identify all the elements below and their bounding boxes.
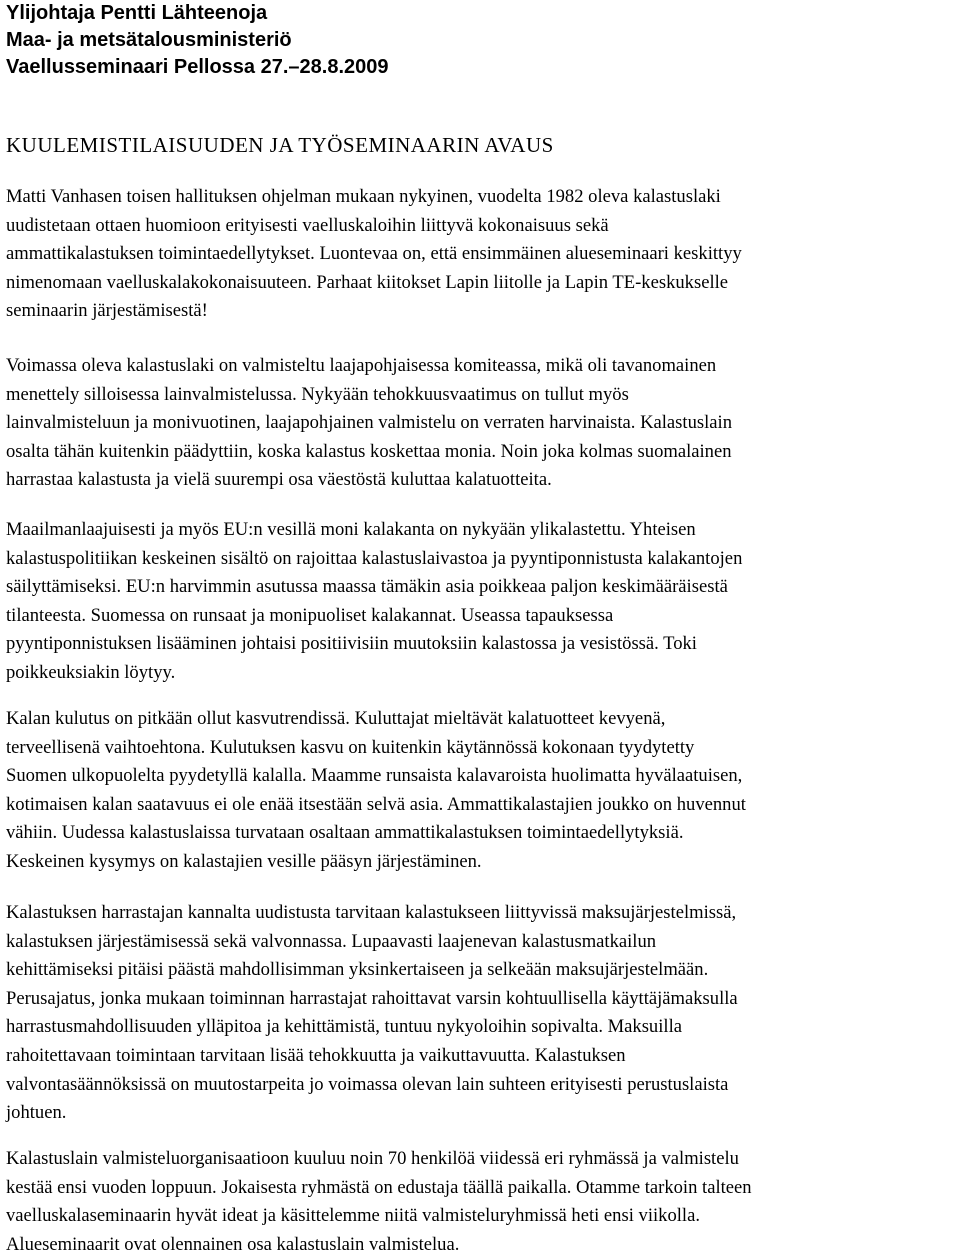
text-line: osalta tähän kuitenkin päädyttiin, koska kalastus koskettaa monia. Noin joka kolmas suomalainen xyxy=(6,440,732,462)
text-line: menettely silloisessa lainvalmistelussa. Nykyään tehokkuusvaatimus on tullut myös xyxy=(6,383,629,405)
text-line: Maailmanlaajuisesti ja myös EU:n vesillä moni kalakanta on nykyään ylikalastettu. Yhteisen xyxy=(6,519,696,540)
text-line: Kalan kulutus on pitkään ollut kasvutrendissä. Kuluttajat mieltävät kalatuotteet kevyenä, xyxy=(6,708,666,729)
text-line: nimenomaan vaelluskalakokonaisuuteen. Parhaat kiitokset Lapin liitolle ja Lapin TE-keskukselle xyxy=(6,271,729,293)
author-line: Ylijohtaja Pentti Lähteenoja xyxy=(6,2,268,24)
document-title: KUULEMISTILAISUUDEN JA TYÖSEMINAARIN AVAUS xyxy=(6,133,554,157)
text-line: vähiin. Uudessa kalastuslaissa turvataan osaltaan ammattikalastuksen toimintaedellytyksiä. xyxy=(6,822,684,844)
text-line: rahoitettavaan toimintaan tarvitaan lisää tehokkuutta ja vaikuttavuutta. Kalastuksen xyxy=(6,1044,626,1066)
text-line: seminaarin järjestämisestä! xyxy=(6,300,208,322)
paragraph-6 xyxy=(6,1145,956,1259)
text-line: terveellisenä vaihtoehtona. Kulutuksen kasvu on kuitenkin käytännössä kokonaan tyydytetty xyxy=(6,736,695,758)
text-line: Suomen ulkopuolelta pyydetyllä kalalla. Maamme runsaista kalavaroista huolimatta hyvälaatuisen, xyxy=(6,765,743,787)
text-line: Perusajatus, jonka mukaan toiminnan harrastajat rahoittavat varsin kohtuullisella käyttäjämaksulla xyxy=(6,987,738,1009)
text-line: Kalastuksen harrastajan kannalta uudistusta tarvitaan kalastukseen liittyvissä maksujärjestelmissä, xyxy=(6,902,737,923)
event-line: Vaellusseminaari Pellossa 27.–28.8.2009 xyxy=(6,56,389,78)
text-line: kehittämiseksi pitäisi päästä mahdollisimman yksinkertaiseen ja selkeään maksujärjestelmään. xyxy=(6,959,709,981)
text-line: tilanteesta. Suomessa on runsaat ja monipuoliset kalakannat. Useassa tapauksessa xyxy=(6,604,614,626)
text-line: ammattikalastuksen toimintaedellytykset. Luontevaa on, että ensimmäinen alueseminaari keskittyy xyxy=(6,243,742,265)
text-line: harrastaa kalastusta ja vielä suurempi osa väestöstä kuluttaa kalatuotteita. xyxy=(6,469,552,491)
text-line: vaelluskalaseminaarin hyvät ideat ja käsittelemme niitä valmisteluryhmissä heti ensi viikolla. xyxy=(6,1205,700,1227)
text-line: Keskeinen kysymys on kalastajien vesille pääsyn järjestäminen. xyxy=(6,850,482,872)
text-line: johtuen. xyxy=(6,1102,67,1124)
paragraph-2 xyxy=(6,352,956,495)
text-line: kalastuksen järjestämisessä sekä valvonnassa. Lupaavasti laajenevan kalastusmatkailun xyxy=(6,930,657,952)
ministry-line: Maa- ja metsätalousministeriö xyxy=(6,29,292,51)
text-line: pyyntiponnistuksen lisääminen johtaisi positiivisiin muutoksiin kalastossa ja vesistössä. Toki xyxy=(6,633,697,655)
text-line: uudistetaan ottaen huomioon erityisesti vaelluskaloihin liittyvä kokonaisuus sekä xyxy=(6,214,609,236)
text-line: lainvalmisteluun ja monivuotinen, laajapohjainen valmistelu on verraten harvinaista. Kalastuslain xyxy=(6,412,732,434)
text-line: Voimassa oleva kalastuslaki on valmisteltu laajapohjaisessa komiteassa, mikä oli tavanomainen xyxy=(6,355,717,376)
text-line: Alueseminaarit ovat olennainen osa kalastuslain valmistelua. xyxy=(6,1233,460,1255)
paragraph-3 xyxy=(6,516,956,688)
text-line: harrastusmahdollisuuden ylläpitoa ja kehittämistä, tuntuu nykyoloihin sopivalta. Maksuilla xyxy=(6,1016,682,1038)
text-line: poikkeuksiakin löytyy. xyxy=(6,661,176,683)
paragraph-4 xyxy=(6,705,956,877)
paragraph-1 xyxy=(6,183,956,326)
text-line: kestää ensi vuoden loppuun. Jokaisesta ryhmästä on edustaja täällä paikalla. Otamme tarkoin talteen xyxy=(6,1176,752,1198)
text-line: kotimaisen kalan saatavuus ei ole enää itsestään selvä asia. Ammattikalastajien joukko on huvennut xyxy=(6,793,746,815)
text-line: Matti Vanhasen toisen hallituksen ohjelman mukaan nykyinen, vuodelta 1982 oleva kalastuslaki xyxy=(6,186,721,207)
paragraph-5 xyxy=(6,899,956,1128)
text-line: valvontasäännöksissä on muutostarpeita jo voimassa olevan lain suhteen erityisesti perustuslaista xyxy=(6,1073,729,1095)
document-header xyxy=(6,0,389,81)
text-line: Kalastuslain valmisteluorganisaatioon kuuluu noin 70 henkilöä viidessä eri ryhmässä ja valmistelu xyxy=(6,1148,739,1169)
text-line: säilyttämiseksi. EU:n harvimmin asutussa maassa tämäkin asia poikkeaa paljon keskimääräisestä xyxy=(6,576,728,598)
text-line: kalastuspolitiikan keskeinen sisältö on rajoittaa kalastuslaivastoa ja pyyntiponnistusta kalakantojen xyxy=(6,547,743,569)
